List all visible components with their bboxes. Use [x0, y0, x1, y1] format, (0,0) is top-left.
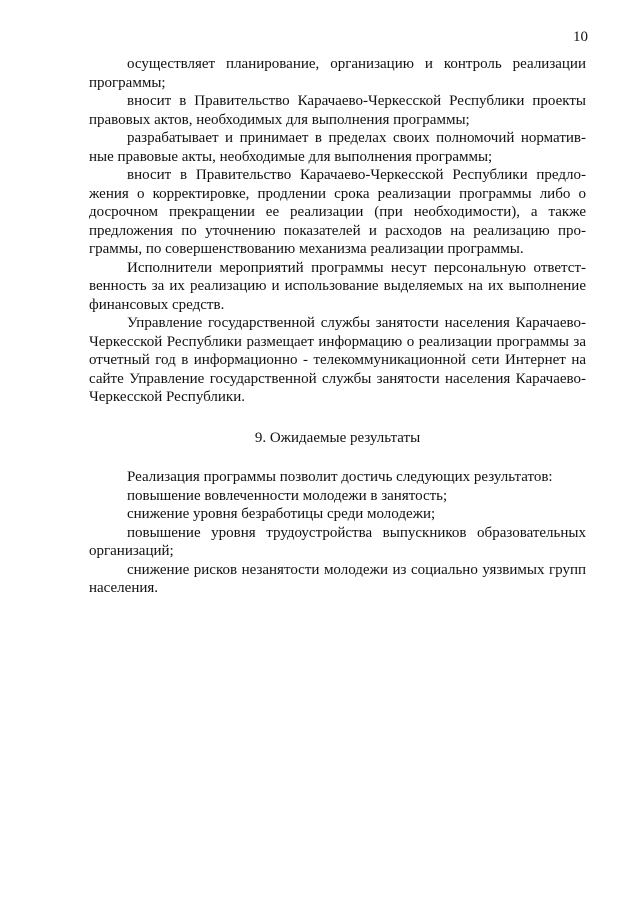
paragraph-submits-draft-acts: вносит в Правительство Карачаево-Черкесской Республики проекты правовых актов, необходимых для выполнения программы;: [89, 93, 586, 128]
page-number: 10: [573, 29, 588, 45]
result-item: повышение уровня трудоустройства выпускников образовательных организаций;: [89, 524, 586, 559]
section-heading-expected-results: 9. Ожидаемые результаты: [254, 429, 421, 446]
result-item: снижение уровня безработицы среди молодежи;: [127, 506, 436, 522]
document-body: [89, 55, 586, 598]
paragraph-submits-proposals: вносит в Правительство Карачаево-Черкесской Республики предложения о корректировке, продлении срока реализации программы либо о досрочном прекращении ее реализации (при необходимости), а также предложения по уточнению показателей и расходов на реализацию программы, по совершенствованию механизма реализации программы.: [89, 167, 586, 257]
paragraph-develops-acts: разрабатывает и принимает в пределах своих полномочий нормативные правовые акты, необходимые для выполнения программы;: [89, 130, 586, 165]
paragraph-results-intro: Реализация программы позволит достичь следующих результатов:: [127, 469, 553, 485]
paragraph-executors-responsibility: Исполнители мероприятий программы несут персональную ответственность за их реализацию и использование выделяемых на их выполнение финансовых средств.: [89, 259, 586, 313]
result-item: снижение рисков незанятости молодежи из социально уязвимых групп населения.: [89, 561, 586, 596]
result-item: повышение вовлеченности молодежи в занятость;: [127, 487, 448, 504]
paragraph-publishes-information: Управление государственной службы занятости населения Карачаево-Черкесской Республики размещает информацию о реализации программы за отчетный год в информационно - телекоммуникационной сети Интернет на сайте Управление государственной службы занятости населения Карачаево-Черкесской Республики.: [89, 315, 586, 405]
paragraph-planning: осуществляет планирование, организацию и контроль реализации программы;: [89, 56, 586, 91]
